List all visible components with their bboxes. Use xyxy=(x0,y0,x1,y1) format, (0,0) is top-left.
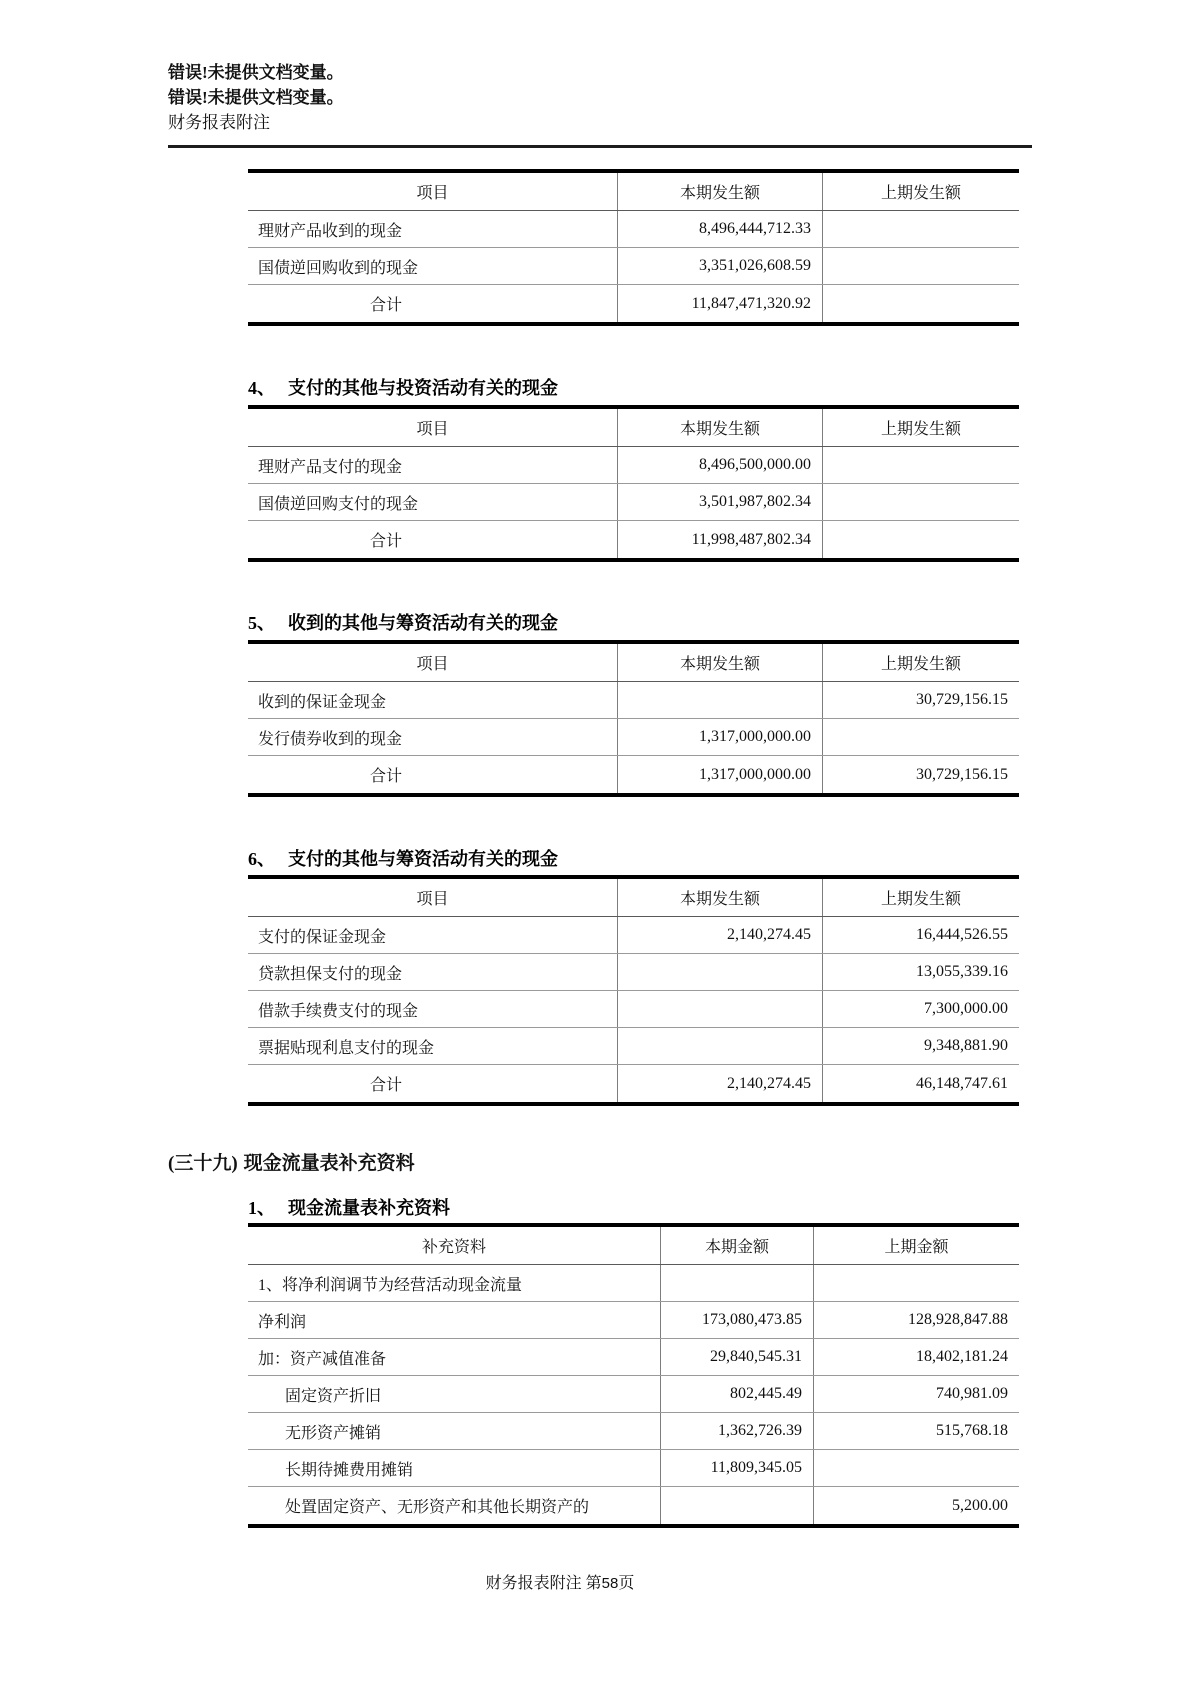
row-label-cell: 支付的保证金现金 xyxy=(258,928,387,946)
section-heading-6 xyxy=(248,845,558,871)
current-amount-cell: 8,496,500,000.00 xyxy=(617,447,822,483)
table-row xyxy=(248,1413,1019,1450)
header-error-line-1: 错误!未提供文档变量。 xyxy=(168,63,344,82)
section-number: (三十九) xyxy=(168,1153,238,1174)
section-heading-4 xyxy=(248,374,558,400)
prior-amount-cell xyxy=(822,521,1019,558)
footer-label-suffix: 页 xyxy=(618,1575,635,1592)
row-label-cell: 1、将净利润调节为经营活动现金流量 xyxy=(258,1276,523,1294)
footer-label-prefix: 财务报表附注 第 xyxy=(485,1575,602,1592)
table-total-row xyxy=(248,285,1019,322)
table-row xyxy=(248,211,1019,248)
table-row xyxy=(248,1339,1019,1376)
column-header: 上期发生额 xyxy=(822,409,1019,446)
column-header: 项目 xyxy=(416,185,449,202)
current-amount-cell xyxy=(617,991,822,1027)
prior-amount-cell xyxy=(822,211,1019,247)
page-footer xyxy=(0,1570,1120,1593)
prior-amount-cell xyxy=(822,248,1019,284)
header-divider xyxy=(168,145,1032,148)
total-label-cell: 合计 xyxy=(370,533,403,550)
table-total-row xyxy=(248,521,1019,558)
column-header: 本期金额 xyxy=(660,1227,813,1264)
prior-amount-cell: 9,348,881.90 xyxy=(822,1028,1019,1064)
column-header: 项目 xyxy=(416,421,449,438)
prior-amount-cell: 7,300,000.00 xyxy=(822,991,1019,1027)
prior-amount-cell: 5,200.00 xyxy=(813,1487,1019,1524)
prior-amount-cell: 16,444,526.55 xyxy=(822,917,1019,953)
prior-amount-cell xyxy=(813,1265,1019,1301)
row-label-cell: 无形资产摊销 xyxy=(285,1424,382,1442)
subsection-number: 1、 xyxy=(248,1198,275,1218)
column-header: 项目 xyxy=(416,891,449,908)
prior-amount-cell xyxy=(822,447,1019,483)
prior-amount-cell xyxy=(822,719,1019,755)
table-row xyxy=(248,484,1019,521)
prior-amount-cell: 515,768.18 xyxy=(813,1413,1019,1449)
document-header xyxy=(168,60,344,135)
section-title: 支付的其他与筹资活动有关的现金 xyxy=(288,849,558,869)
prior-amount-cell xyxy=(822,285,1019,322)
current-amount-cell: 29,840,545.31 xyxy=(660,1339,813,1375)
row-label-cell: 固定资产折旧 xyxy=(285,1387,382,1405)
prior-amount-cell: 46,148,747.61 xyxy=(822,1065,1019,1102)
current-amount-cell xyxy=(617,1028,822,1064)
table-row xyxy=(248,1450,1019,1487)
section-title: 支付的其他与投资活动有关的现金 xyxy=(288,378,558,398)
table-header-row xyxy=(248,409,1019,447)
prior-amount-cell: 18,402,181.24 xyxy=(813,1339,1019,1375)
table-row xyxy=(248,1028,1019,1065)
column-header: 本期发生额 xyxy=(617,409,822,446)
table-total-row xyxy=(248,1065,1019,1102)
table-row xyxy=(248,1376,1019,1413)
row-label-cell: 加：资产减值准备 xyxy=(258,1350,387,1368)
row-label-cell: 收到的保证金现金 xyxy=(258,693,387,711)
current-amount-cell xyxy=(617,682,822,718)
column-header: 项目 xyxy=(416,656,449,673)
current-amount-cell: 11,998,487,802.34 xyxy=(617,521,822,558)
subsection-title: 现金流量表补充资料 xyxy=(288,1198,450,1218)
current-amount-cell: 3,351,026,608.59 xyxy=(617,248,822,284)
footer-page-number: 58 xyxy=(601,1575,619,1592)
row-label-cell: 国债逆回购收到的现金 xyxy=(258,259,419,277)
table-header-row xyxy=(248,644,1019,682)
prior-amount-cell xyxy=(813,1450,1019,1486)
current-amount-cell xyxy=(660,1487,813,1524)
current-amount-cell: 3,501,987,802.34 xyxy=(617,484,822,520)
prior-amount-cell: 128,928,847.88 xyxy=(813,1302,1019,1338)
total-label-cell: 合计 xyxy=(370,1077,403,1094)
table-total-row xyxy=(248,756,1019,793)
header-error-line-2: 错误!未提供文档变量。 xyxy=(168,88,344,107)
table-row xyxy=(248,719,1019,756)
section-number: 5、 xyxy=(248,613,275,633)
table-row xyxy=(248,917,1019,954)
table-paid-investing xyxy=(248,405,1019,562)
prior-amount-cell: 13,055,339.16 xyxy=(822,954,1019,990)
section-heading-39 xyxy=(168,1148,415,1175)
section-title: 现金流量表补充资料 xyxy=(243,1153,415,1174)
prior-amount-cell: 30,729,156.15 xyxy=(822,756,1019,793)
current-amount-cell: 173,080,473.85 xyxy=(660,1302,813,1338)
row-label-cell: 理财产品收到的现金 xyxy=(258,222,403,240)
column-header: 补充资料 xyxy=(421,1239,486,1256)
column-header: 本期发生额 xyxy=(617,879,822,916)
table-row xyxy=(248,991,1019,1028)
table-row xyxy=(248,1302,1019,1339)
row-label-cell: 处置固定资产、无形资产和其他长期资产的 xyxy=(285,1499,590,1516)
section-number: 4、 xyxy=(248,378,275,398)
table-received-investing-continued xyxy=(248,169,1019,326)
table-header-row xyxy=(248,879,1019,917)
table-row xyxy=(248,954,1019,991)
current-amount-cell: 11,847,471,320.92 xyxy=(617,285,822,322)
column-header: 上期金额 xyxy=(813,1227,1019,1264)
header-doc-title: 财务报表附注 xyxy=(168,113,270,132)
column-header: 上期发生额 xyxy=(822,644,1019,681)
table-cashflow-supplement xyxy=(248,1223,1019,1528)
current-amount-cell: 2,140,274.45 xyxy=(617,917,822,953)
row-label-cell: 国债逆回购支付的现金 xyxy=(258,495,419,513)
section-number: 6、 xyxy=(248,849,275,869)
column-header: 上期发生额 xyxy=(822,173,1019,210)
row-label-cell: 借款手续费支付的现金 xyxy=(258,1002,419,1020)
table-header-row xyxy=(248,1227,1019,1265)
current-amount-cell: 1,317,000,000.00 xyxy=(617,719,822,755)
total-label-cell: 合计 xyxy=(370,297,403,314)
section-title: 收到的其他与筹资活动有关的现金 xyxy=(288,613,558,633)
current-amount-cell xyxy=(617,954,822,990)
table-header-row xyxy=(248,173,1019,211)
row-label-cell: 理财产品支付的现金 xyxy=(258,458,403,476)
section-heading-5 xyxy=(248,609,558,635)
table-row xyxy=(248,682,1019,719)
table-paid-financing xyxy=(248,875,1019,1106)
table-row xyxy=(248,1487,1019,1524)
table-row xyxy=(248,447,1019,484)
row-label-cell: 净利润 xyxy=(258,1313,307,1331)
column-header: 本期发生额 xyxy=(617,173,822,210)
current-amount-cell: 8,496,444,712.33 xyxy=(617,211,822,247)
prior-amount-cell: 30,729,156.15 xyxy=(822,682,1019,718)
row-label-cell: 贷款担保支付的现金 xyxy=(258,965,403,983)
current-amount-cell: 11,809,345.05 xyxy=(660,1450,813,1486)
current-amount-cell: 802,445.49 xyxy=(660,1376,813,1412)
row-label-cell: 票据贴现利息支付的现金 xyxy=(258,1039,435,1057)
column-header: 上期发生额 xyxy=(822,879,1019,916)
subsection-heading-1 xyxy=(248,1194,450,1220)
prior-amount-cell: 740,981.09 xyxy=(813,1376,1019,1412)
column-header: 本期发生额 xyxy=(617,644,822,681)
current-amount-cell: 1,362,726.39 xyxy=(660,1413,813,1449)
table-row xyxy=(248,1265,1019,1302)
table-row xyxy=(248,248,1019,285)
current-amount-cell xyxy=(660,1265,813,1301)
current-amount-cell: 2,140,274.45 xyxy=(617,1065,822,1102)
row-label-cell: 长期待摊费用摊销 xyxy=(285,1461,414,1479)
total-label-cell: 合计 xyxy=(370,768,403,785)
table-received-financing xyxy=(248,640,1019,797)
current-amount-cell: 1,317,000,000.00 xyxy=(617,756,822,793)
prior-amount-cell xyxy=(822,484,1019,520)
row-label-cell: 发行债券收到的现金 xyxy=(258,730,403,748)
